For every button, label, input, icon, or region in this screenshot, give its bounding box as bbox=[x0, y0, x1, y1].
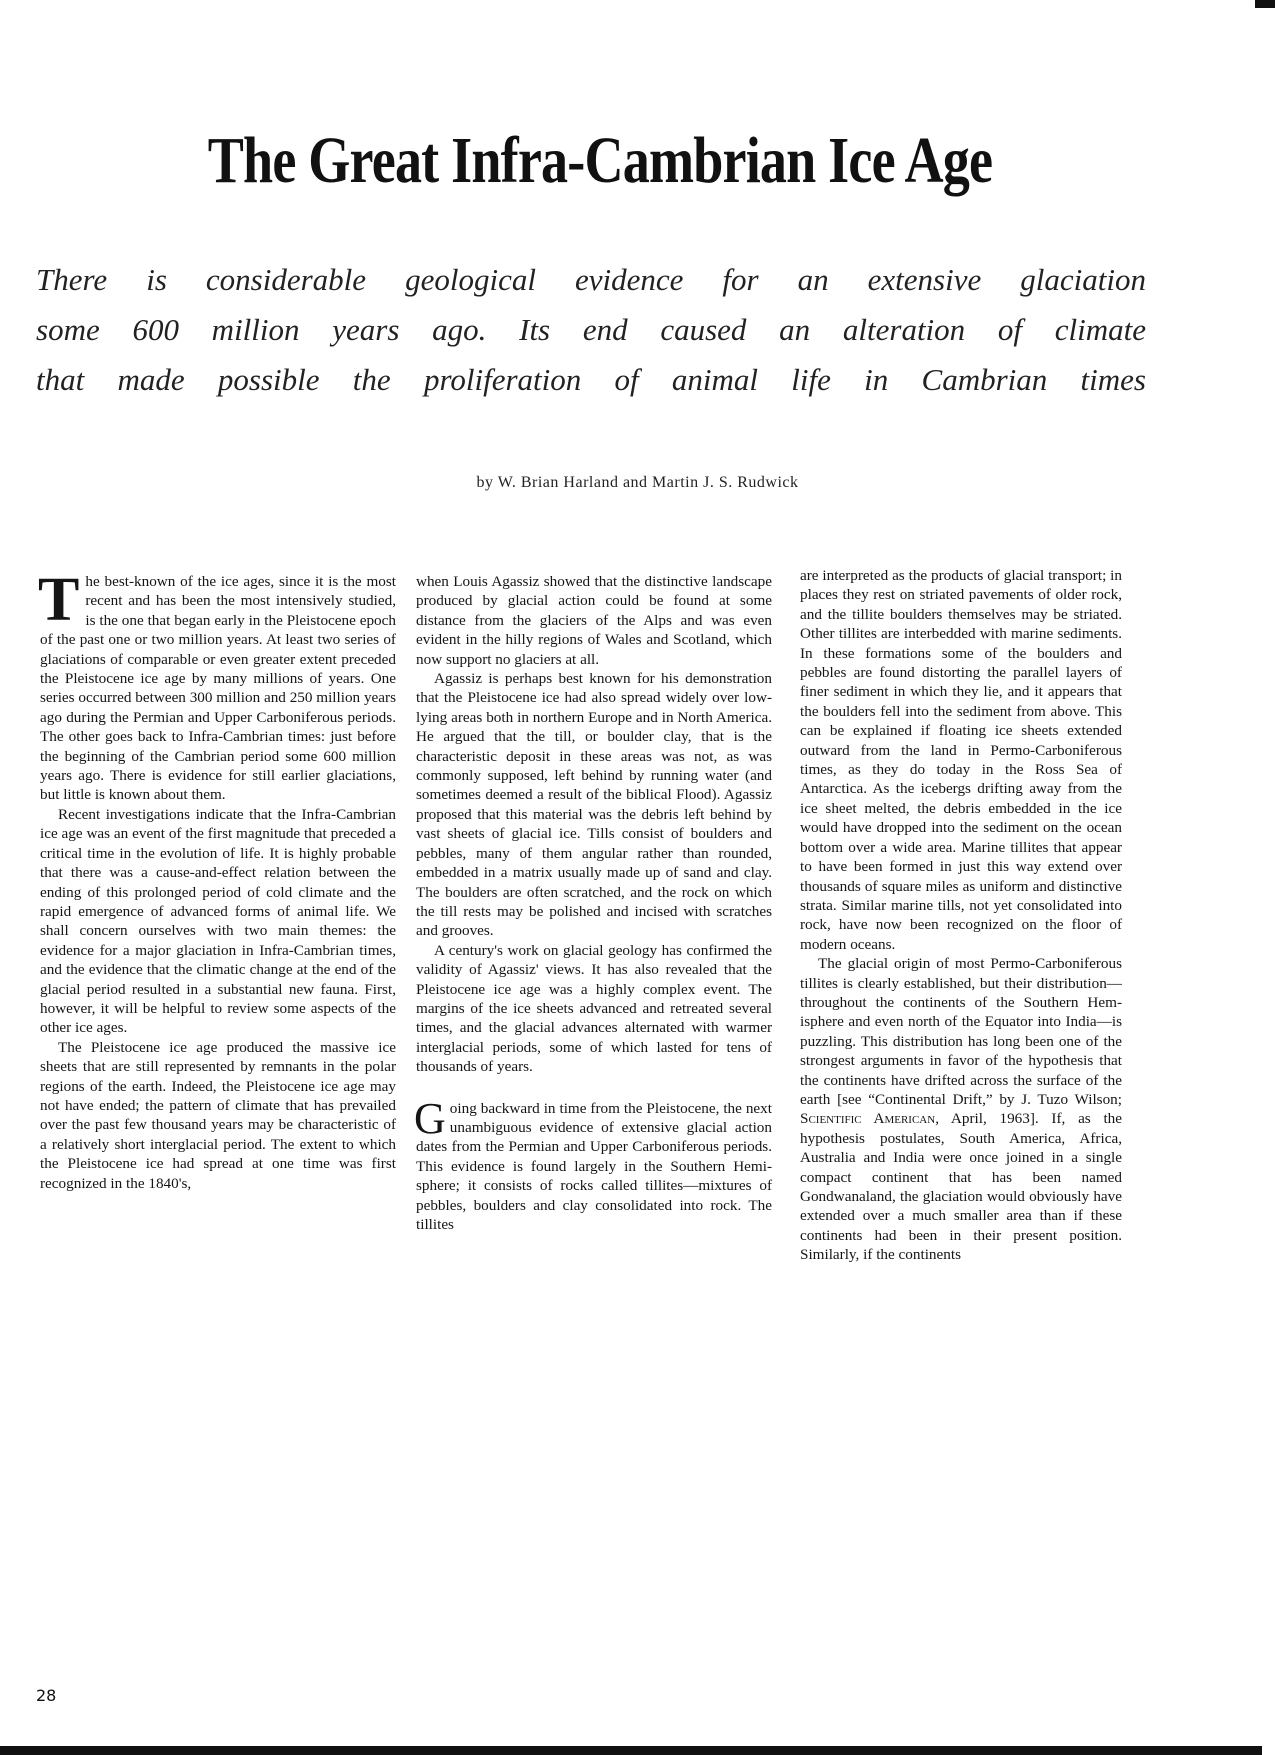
column-middle bbox=[416, 572, 772, 1234]
paragraph-text: oing backward in time from the Pleistocene, the next unambiguous evidence of extensive glacial action dates from the Permian and Upper Carboniferous periods. This evidence is found largely in the Southern Hemisphere; it consists of rocks called tillites—mixtures of pebbles, boulders and clay consolidated into rock. The tillites bbox=[416, 1099, 772, 1233]
article-title: The Great Infra-Cambrian Ice Age bbox=[207, 124, 993, 197]
deck-line: some 600 million years ago. Its end caused an alteration of climate bbox=[36, 312, 1146, 347]
paragraph bbox=[38, 566, 396, 805]
paragraph: when Louis Agassiz showed that the distinctive landscape produced by glacial action could be found at some distance from the glaciers of the Alps and was even evident in the hilly regions of Wales and Scotland, which now support no glaciers at all. bbox=[416, 573, 772, 668]
paragraph-text: he best-known of the ice ages, since it is the most recent and has been the most intensively studied, is the one that began early in the Pleistocene epoch of the past one or two million years. At least two series of glaciations of comparable or even greater extent preceded the Pleistocene ice age by many millions of years. One series occurred between 300 million and 250 million years ago during the Permian and Upper Carboniferous periods. The other goes back to Infra-Cambrian times: just before the beginning of the Cambrian period some 600 million years ago. There is evidence for still earlier glaciations, but little is known about them. bbox=[40, 573, 396, 804]
article-deck bbox=[36, 255, 1146, 405]
column-right bbox=[800, 566, 1122, 1265]
paragraph: The Pleistocene ice age produced the massive ice sheets that are still represented by remnants in the polar regions of the earth. Indeed, the Pleistocene ice age may not have ended; the pattern of climate that has prevailed over the past few thousand years may be characteristic of a relatively short interglacial period. The extent to which the Pleistocene ice had spread at one time was first recognized in the 1840's, bbox=[40, 1038, 396, 1192]
paragraph bbox=[414, 1093, 772, 1235]
paragraph: A century's work on glacial geology has confirmed the validity of Agassiz' views. It has also revealed that the Pleistocene ice age was a highly complex event. The margins of the ice sheets advanced and retreated several times, and the glacial advances alternated with warmer interglacial periods, some of which lasted for tens of thousands of years. bbox=[416, 941, 772, 1076]
page-number: 28 bbox=[36, 1686, 57, 1705]
paragraph-text: , April, 1963]. If, as the hypothesis postulates, South America, Africa, Australia and India were once joined in a single compact continent that has been named Gondwanaland, the glaciation would obviously have extended over a much smaller area than if these continents had been in their present position. Similarly, if the continents bbox=[800, 1110, 1122, 1264]
corner-registration-mark bbox=[1255, 0, 1275, 8]
paragraph: Recent investigations indicate that the Infra-Cambrian ice age was an event of the first magnitude that preceded a critical time in the evolution of life. It is highly probable that there was a cause-and-effect relation between the ending of this prolonged period of cold climate and the rapid emergence of advanced forms of animal life. We shall concern ourselves with two main themes: the evidence for a major glaciation in Infra-Cambrian times, and the evidence that the climatic change at the end of the glacial period resulted in a substantial new fauna. First, however, it will be helpful to review some aspects of the other ice ages. bbox=[40, 805, 396, 1037]
paragraph: are interpreted as the products of glacial transport; in places they rest on striated pavements of older rock, and the tillite boulders themselves may be striated. Other tillites are interbedded with marine sediments. In these formations some of the boulders and pebbles are found distorting the parallel layers of finer sediment in which they lie, and it appears that the boulders fell into the sediment from above. This can be explained if floating ice sheets extended outward from the land in Permo-Carboniferous times, as they do today in the Ross Sea of Antarctica. As the icebergs drifting away from the ice sheet melted, the debris embedded in the ice would have dropped into the sediment on the ocean bottom over a wide area. Marine tillites that appear to have been formed in just this way extend over thousands of square miles as uniform and distinctive strata. Similar marine tills, not yet consolidated into rock, have now been recognized on the floor of modern oceans. bbox=[800, 567, 1122, 953]
journal-citation: Scientific American bbox=[800, 1110, 936, 1128]
column-left bbox=[38, 566, 396, 1193]
drop-cap: T bbox=[38, 566, 80, 634]
paragraph bbox=[800, 954, 1122, 1265]
deck-line: There is considerable geological evidence for an extensive glaciation bbox=[36, 262, 1146, 297]
bottom-rule bbox=[0, 1746, 1262, 1755]
byline: by W. Brian Harland and Martin J. S. Rudwick bbox=[476, 474, 799, 491]
paragraph-text: The glacial origin of most Permo-Carboniferous tillites is clearly established, but their distribution—throughout the continents of the Southern Hemisphere and even north of the Equator into India—is puzzling. This distribution has long been one of the strongest arguments in favor of the hypothesis that the continents have drifted across the surface of the earth [see “Continental Drift,” by J. Tuzo Wilson; bbox=[800, 955, 1122, 1108]
deck-line: that made possible the proliferation of animal life in Cambrian times bbox=[36, 362, 1146, 397]
drop-cap: G bbox=[414, 1093, 446, 1143]
paragraph: Agassiz is perhaps best known for his demonstration that the Pleistocene ice had also spread widely over low-lying areas both in northern Europe and in North America. He argued that the till, or boulder clay, that is the characteristic deposit in these areas was not, as was commonly supposed, left behind by running water (and sometimes deemed a result of the biblical Flood). Agassiz proposed that this material was the debris left behind by vast sheets of glacial ice. Tills consist of boulders and pebbles, many of them angular rather than rounded, embedded in a matrix usually made up of sand and clay. The boulders are often scratched, and the rock on which the till rests may be polished and incised with scratches and grooves. bbox=[416, 670, 772, 940]
